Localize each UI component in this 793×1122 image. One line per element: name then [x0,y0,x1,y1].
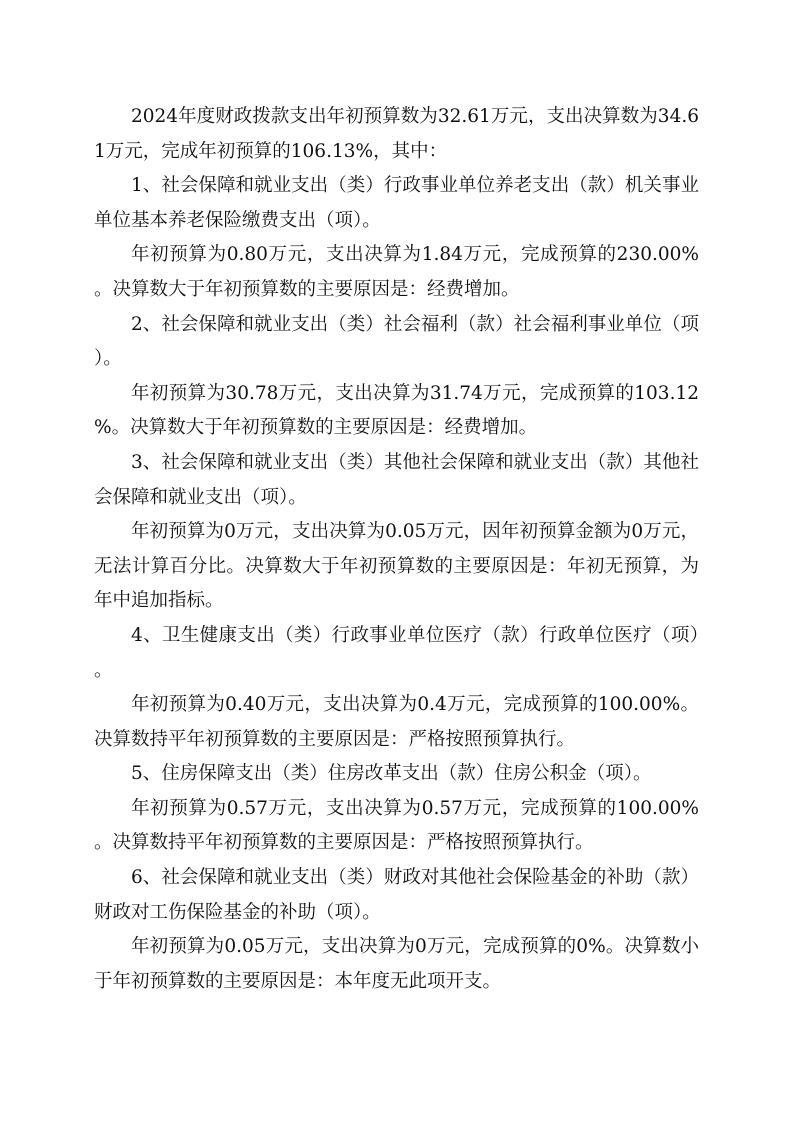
item-6-heading: 6、社会保障和就业支出（类）财政对其他社会保险基金的补助（款）财政对工伤保险基金的补助（项）。 [94,867,699,923]
item-4-heading: 4、卫生健康支出（类）行政事业单位医疗（款）行政单位医疗（项）。 [94,624,699,681]
item-4-detail: 年初预算为0.40万元，支出决算为0.4万元，完成预算的100.00%。决算数持平年初预算数的主要原因是：严格按照预算执行。 [94,694,699,750]
item-3-detail: 年初预算为0万元，支出决算为0.05万元，因年初预算金额为0万元，无法计算百分比。决算数大于年初预算数的主要原因是：年初无预算，为年中追加指标。 [94,521,699,612]
item-1-heading: 1、社会保障和就业支出（类）行政事业单位养老支出（款）机关事业单位基本养老保险缴费支出（项）。 [94,175,699,231]
item-6-detail: 年初预算为0.05万元，支出决算为0万元，完成预算的0%。决算数小于年初预算数的主要原因是：本年度无此项开支。 [94,936,699,992]
item-2-heading: 2、社会保障和就业支出（类）社会福利（款）社会福利事业单位（项）。 [94,313,699,370]
summary-paragraph: 2024年度财政拨款支出年初预算数为32.61万元，支出决算数为34.61万元，完成年初预算的106.13%，其中： [94,106,699,162]
item-5-detail: 年初预算为0.57万元，支出决算为0.57万元，完成预算的100.00%。决算数持平年初预算数的主要原因是：严格按照预算执行。 [94,797,699,854]
item-3-heading: 3、社会保障和就业支出（类）其他社会保障和就业支出（款）其他社会保障和就业支出（项）。 [94,451,699,508]
item-2-detail: 年初预算为30.78万元，支出决算为31.74万元，完成预算的103.12%。决算数大于年初预算数的主要原因是：经费增加。 [94,382,699,439]
document-body [94,100,699,999]
item-5-heading: 5、住房保障支出（类）住房改革支出（款）住房公积金（项）。 [131,763,652,785]
item-1-detail: 年初预算为0.80万元，支出决算为1.84万元，完成预算的230.00%。决算数大于年初预算数的主要原因是：经费增加。 [94,244,699,300]
